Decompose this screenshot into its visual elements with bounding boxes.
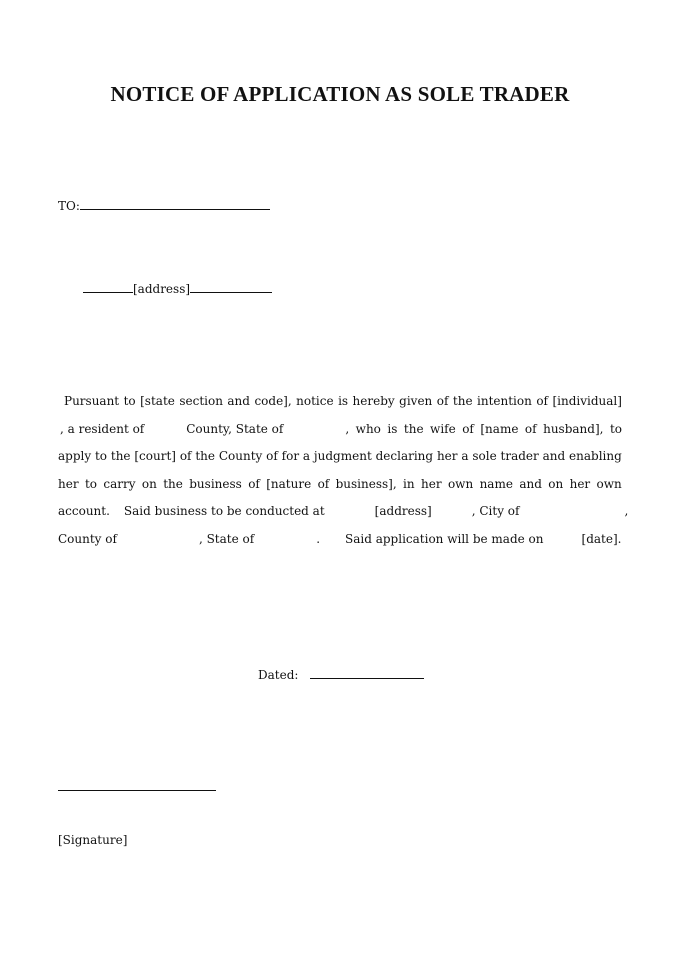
body-word: of — [248, 476, 260, 491]
address-blank-before[interactable] — [83, 282, 133, 293]
signature-line[interactable] — [58, 790, 216, 791]
body-word: carry — [103, 476, 136, 491]
notice-body — [58, 388, 629, 554]
body-word: intention — [477, 394, 532, 408]
body-word: own — [596, 476, 622, 491]
body-line-6 — [58, 526, 622, 554]
address-field — [83, 282, 272, 296]
body-word: her — [58, 476, 79, 491]
to-label: TO: — [58, 199, 80, 213]
body-line-5-part-4: , City of — [471, 504, 520, 519]
body-word: [nature — [266, 476, 312, 491]
body-word: judgment — [313, 449, 372, 464]
body-word: name — [479, 476, 513, 491]
body-word: to — [94, 449, 108, 464]
body-word: of — [536, 394, 548, 408]
body-word: apply — [58, 449, 92, 464]
body-word: a — [302, 449, 311, 464]
body-line-3 — [58, 443, 622, 471]
body-word: section — [179, 394, 223, 408]
signature-label: [Signature] — [58, 833, 128, 847]
body-word: and — [227, 394, 250, 408]
body-line-2-part-2: County, State of — [186, 421, 284, 436]
body-word: [court] — [134, 449, 176, 464]
body-word: the — [195, 449, 215, 464]
body-word: to — [84, 476, 97, 491]
body-word: for — [281, 449, 300, 464]
body-word: own — [447, 476, 474, 491]
body-word: given — [399, 394, 433, 408]
body-word: on — [141, 476, 157, 491]
dated-blank-line[interactable] — [310, 668, 424, 679]
address-label: [address] — [133, 282, 191, 296]
body-word: is — [338, 394, 349, 408]
body-word: in — [403, 476, 415, 491]
body-word: of — [317, 476, 330, 491]
body-word: sole — [472, 449, 497, 464]
body-word: hereby — [352, 394, 395, 408]
body-line-4 — [58, 471, 622, 499]
body-word: notice — [296, 394, 334, 408]
dated-field — [258, 668, 424, 682]
body-word: the — [163, 476, 183, 491]
to-blank-line[interactable] — [80, 199, 270, 210]
body-word: of — [266, 449, 278, 464]
body-word: her — [569, 476, 591, 491]
to-field — [58, 199, 270, 213]
body-word: the — [452, 394, 473, 408]
body-word: and — [542, 449, 566, 464]
body-line-6-part-5: [date]. — [581, 531, 622, 546]
body-word: a — [461, 449, 469, 464]
body-line-2 — [58, 416, 622, 444]
body-line-6-part-4: Said application will be made on — [345, 531, 544, 546]
body-word: business], — [335, 476, 397, 491]
dated-label: Dated: — [258, 668, 299, 682]
body-line-5-part-3: [address] — [374, 504, 432, 519]
body-line-6-part-3: . — [316, 531, 321, 546]
body-word: of — [179, 449, 192, 464]
body-word: County — [218, 449, 263, 464]
body-word: code], — [254, 394, 292, 408]
body-word: Pursuant — [64, 394, 120, 408]
body-word: [state — [140, 394, 175, 408]
body-word: her — [421, 476, 442, 491]
body-word: the — [110, 449, 131, 464]
body-line-5-part-2: Said business to be conducted at — [123, 504, 325, 519]
body-word: her — [436, 449, 458, 464]
body-line-2-part-1: , a resident of — [60, 421, 145, 436]
body-word: of — [436, 394, 449, 408]
body-word: to — [123, 394, 136, 408]
body-word: trader — [500, 449, 539, 464]
body-line-1 — [58, 388, 622, 416]
body-word: enabling — [569, 449, 622, 464]
body-word: [individual] — [552, 394, 622, 408]
body-line-5-part-5: , — [624, 504, 629, 519]
body-line-6-part-1: County of — [58, 531, 117, 546]
body-word: on — [548, 476, 564, 491]
body-line-6-part-2: , State of — [198, 531, 255, 546]
body-line-2-part-3: , who is the wife of [name of husband], to — [345, 421, 622, 436]
body-word: business — [189, 476, 242, 491]
document-title: NOTICE OF APPLICATION AS SOLE TRADER — [110, 82, 570, 106]
address-blank-after[interactable] — [190, 282, 272, 293]
body-line-5-part-1: account. — [58, 504, 110, 519]
body-line-5 — [58, 498, 629, 526]
body-word: declaring — [375, 449, 434, 464]
body-word: and — [519, 476, 542, 491]
